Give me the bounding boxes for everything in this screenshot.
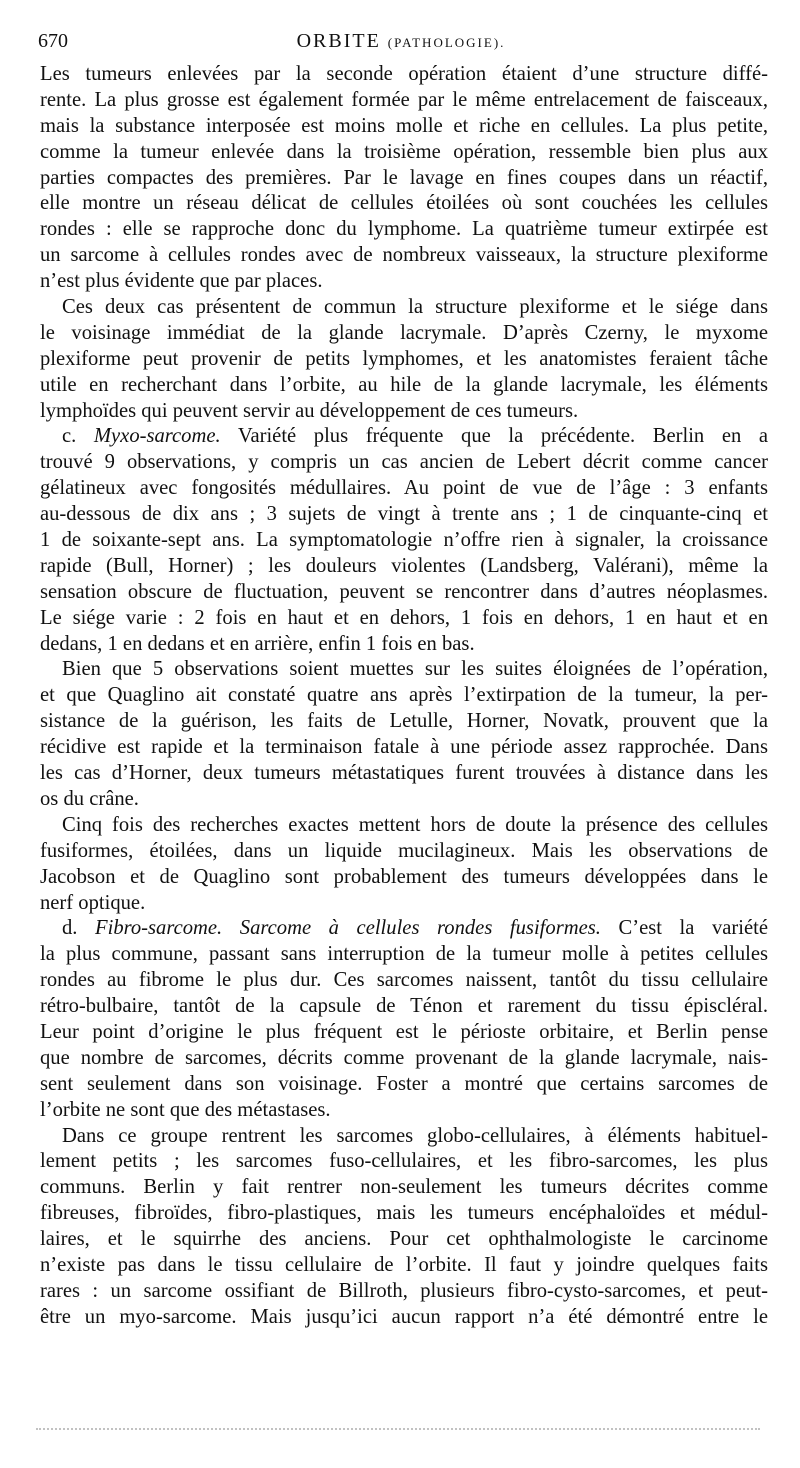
text-line: d. Fibro-sarcome. Sarcome à cellules rondes fusiformes. C’est la variété — [62, 917, 768, 940]
text-line: laires, et le squirrhe des anciens. Pour cet ophthalmologiste le carcinome — [40, 1228, 768, 1251]
text-line: Dans ce groupe rentrent les sarcomes globo-cellulaires, à éléments habituel- — [62, 1124, 768, 1147]
text-line: et que Quaglino ait constaté quatre ans après l’extirpation de la tumeur, la per- — [40, 684, 768, 707]
text-line: rapide (Bull, Horner) ; les douleurs violentes (Landsberg, Valérani), même la — [40, 554, 768, 577]
text-line: lement petits ; les sarcomes fuso-cellulaires, et les fibro-sarcomes, les plus — [40, 1150, 768, 1173]
text-line: trouvé 9 observations, y compris un cas ancien de Lebert décrit comme cancer — [40, 451, 768, 474]
text-line: les cas d’Horner, deux tumeurs métastatiques furent trouvées à distance dans les — [40, 762, 768, 785]
text-line: récidive est rapide et la terminaison fatale à une période assez rapprochée. Dans — [40, 736, 768, 759]
running-title-subtitle: (PATHOLOGIE). — [387, 35, 506, 50]
text-line: au-dessous de dix ans ; 3 sujets de vingt à trente ans ; 1 de cinquante-cinq et — [40, 503, 768, 526]
text-line: 1 de soixante-sept ans. La symptomatologie n’offre rien à signaler, la croissance — [40, 529, 768, 552]
text-line: communs. Berlin y fait rentrer non-seulement les tumeurs décrites comme — [40, 1176, 768, 1199]
page-header — [38, 30, 764, 60]
text-line: lymphoïdes qui peuvent servir au développement de ces tumeurs. — [40, 399, 579, 422]
text-line: rente. La plus grosse est également formée par le même entrelacement de faisceaux, — [40, 88, 768, 111]
text-line: Leur point d’origine le plus fréquent est le périoste orbitaire, et Berlin pense — [40, 1020, 768, 1043]
page-number: 670 — [38, 30, 68, 52]
text-line: utile en recherchant dans l’orbite, au hile de la glande lacrymale, les éléments — [40, 373, 768, 396]
body-text — [40, 62, 768, 1331]
text-line: plexiforme peut provenir de petits lymphomes, et les anatomistes feraient tâche — [40, 347, 768, 370]
text-line: n’est plus évidente que par places. — [40, 270, 323, 293]
text-line: être un myo-sarcome. Mais jusqu’ici aucun rapport n’a été démontré entre le — [40, 1305, 768, 1328]
text-line: c. Myxo-sarcome. Variété plus fréquente que la précédente. Berlin en a — [62, 425, 769, 448]
text-line: que nombre de sarcomes, décrits comme provenant de la glande lacrymale, nais- — [40, 1046, 768, 1069]
running-title — [38, 30, 764, 53]
text-line: le voisinage immédiat de la glande lacrymale. D’après Czerny, le myxome — [40, 321, 768, 344]
text-line: nerf optique. — [40, 891, 146, 914]
text-line: elle montre un réseau délicat de cellules étoilées où sont couchées les cellules — [40, 192, 768, 215]
text-line: sent seulement dans son voisinage. Foster a montré que certains sarcomes de — [40, 1072, 768, 1095]
text-line: n’existe pas dans le tissu cellulaire de l’orbite. Il faut y joindre quelques faits — [40, 1253, 768, 1276]
text-line: comme la tumeur enlevée dans la troisième opération, ressemble bien plus aux — [40, 140, 768, 163]
text-line: Jacobson et de Quaglino sont probablement des tumeurs développées dans le — [40, 865, 768, 888]
text-line: un sarcome à cellules rondes avec de nombreux vaisseaux, la structure plexiforme — [40, 244, 768, 267]
text-line: rondes : elle se rapproche donc du lymphome. La quatrième tumeur extirpée est — [40, 218, 768, 241]
text-line: sensation obscure de fluctuation, peuvent se rencontrer dans d’autres néoplasmes. — [40, 580, 768, 603]
text-line: parties compactes des premières. Par le lavage en fines coupes dans un réactif, — [40, 166, 768, 189]
running-title-main: ORBITE — [296, 30, 381, 52]
text-line: gélatineux avec fongosités médullaires. Au point de vue de l’âge : 3 enfants — [40, 477, 768, 500]
text-line: fibreuses, fibroïdes, fibro-plastiques, mais les tumeurs encéphaloïdes et médul- — [40, 1202, 768, 1225]
text-line: l’orbite ne sont que des métastases. — [40, 1098, 331, 1121]
text-line: Cinq fois des recherches exactes mettent hors de doute la présence des cellules — [62, 813, 768, 836]
text-line: rares : un sarcome ossifiant de Billroth, plusieurs fibro-cysto-sarcomes, et peut- — [40, 1279, 768, 1302]
text-line: Ces deux cas présentent de commun la structure plexiforme et le siége dans — [62, 296, 768, 319]
text-line: rondes au fibrome le plus dur. Ces sarcomes naissent, tantôt du tissu cellulaire — [40, 969, 768, 992]
text-line: la plus commune, passant sans interruption de la tumeur molle à petites cellules — [40, 943, 768, 966]
text-line: fusiformes, étoilées, dans un liquide mucilagineux. Mais les observations de — [40, 839, 768, 862]
text-line: mais la substance interposée est moins molle et riche en cellules. La plus petite, — [40, 114, 768, 137]
bottom-dotted-rule — [36, 1428, 760, 1432]
text-line: Les tumeurs enlevées par la seconde opération étaient d’une structure diffé- — [40, 63, 768, 85]
text-line: os du crâne. — [40, 787, 139, 810]
text-line: dedans, 1 en dedans et en arrière, enfin 1 fois en bas. — [40, 632, 475, 655]
text-line: sistance de la guérison, les faits de Letulle, Horner, Novatk, prouvent que la — [40, 710, 768, 733]
text-line: Le siége varie : 2 fois en haut et en dehors, 1 fois en dehors, 1 en haut et en — [40, 606, 768, 629]
text-line: rétro-bulbaire, tantôt de la capsule de Ténon et rarement du tissu épiscléral. — [40, 995, 768, 1018]
text-line: Bien que 5 observations soient muettes sur les suites éloignées de l’opération, — [62, 658, 768, 681]
